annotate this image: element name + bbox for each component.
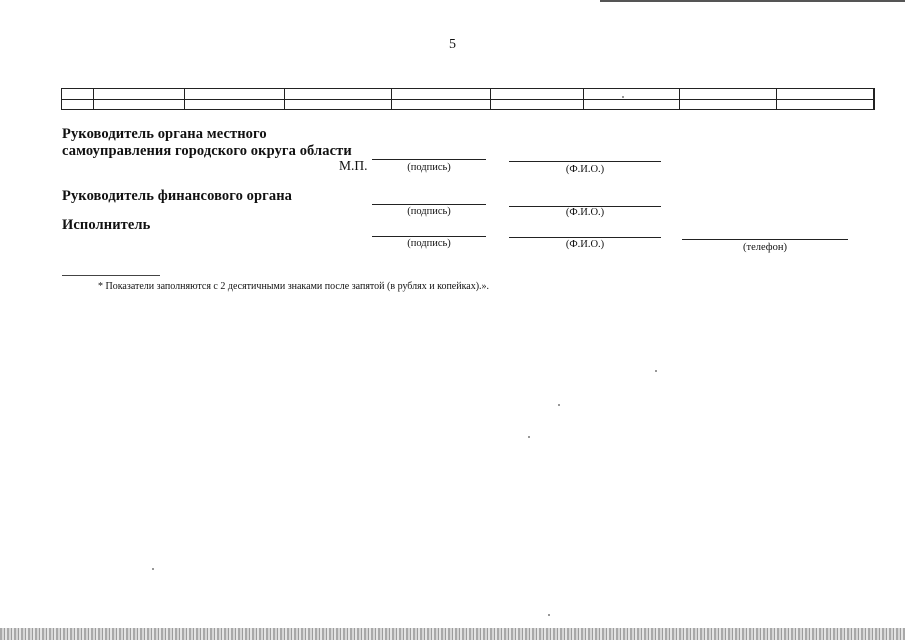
table-cell: [491, 89, 584, 100]
table-cell: [285, 99, 392, 110]
table-cell: [680, 99, 777, 110]
table-cell: [777, 89, 874, 100]
seal-mark: М.П.: [339, 158, 368, 173]
head-finance-signature-line[interactable]: [372, 204, 486, 205]
scan-speck: [655, 370, 657, 372]
scan-speck: [548, 614, 550, 616]
footnote-separator: [62, 275, 160, 276]
executor-name-line[interactable]: [509, 237, 661, 238]
table-cell: [392, 99, 491, 110]
head-local-gov-name-line[interactable]: [509, 161, 661, 162]
executor-name-caption: (Ф.И.О.): [565, 239, 605, 250]
scan-edge-top: [600, 0, 905, 2]
head-local-gov-signature-caption: (подпись): [407, 162, 451, 173]
page-number: 5: [449, 37, 456, 52]
table-cell: [874, 89, 875, 100]
head-local-gov-title-line1: Руководитель органа местного: [62, 126, 267, 142]
table-cell: [285, 89, 392, 100]
table-cell: [62, 99, 94, 110]
executor-title: Исполнитель: [62, 217, 151, 233]
footnote: * Показатели заполняются с 2 десятичными знаками после запятой (в рублях и копейках).».: [98, 281, 490, 292]
scan-speck: [152, 568, 154, 570]
table-cell: [94, 89, 185, 100]
scan-speck: [558, 404, 560, 406]
head-finance-title: Руководитель финансового органа: [62, 188, 293, 204]
table-row: [62, 89, 875, 100]
table-cell: [185, 89, 285, 100]
head-local-gov-signature-line[interactable]: [372, 159, 486, 160]
head-finance-signature-caption: (подпись): [407, 206, 451, 217]
table-cell: [185, 99, 285, 110]
executor-phone-line[interactable]: [682, 239, 848, 240]
table-cell: [777, 99, 874, 110]
data-table: [61, 88, 875, 110]
head-finance-name-caption: (Ф.И.О.): [565, 207, 605, 218]
table-cell: [584, 89, 680, 100]
table-cell: [392, 89, 491, 100]
table-cell: [680, 89, 777, 100]
scan-speck: [622, 96, 624, 98]
scan-speck: [528, 436, 530, 438]
executor-signature-caption: (подпись): [407, 238, 451, 249]
scan-edge-bottom: [0, 628, 905, 640]
table-row: [62, 99, 875, 110]
executor-phone-caption: (телефон): [743, 242, 787, 253]
table-cell: [94, 99, 185, 110]
executor-signature-line[interactable]: [372, 236, 486, 237]
table-cell: [62, 89, 94, 100]
head-local-gov-title-line2: самоуправления городского округа области: [62, 143, 352, 159]
head-local-gov-name-caption: (Ф.И.О.): [565, 164, 605, 175]
table-cell: [491, 99, 584, 110]
table-cell: [874, 99, 875, 110]
table-cell: [584, 99, 680, 110]
